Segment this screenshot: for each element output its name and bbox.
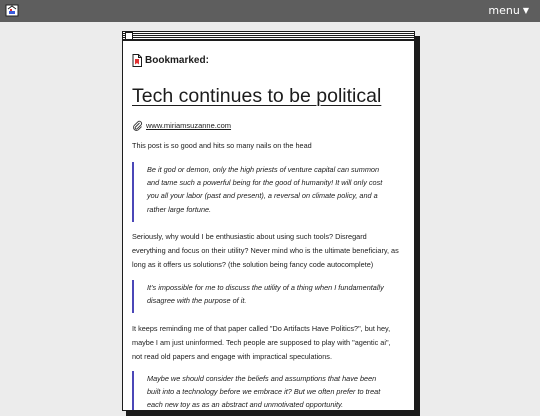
quote-line: rather large fortune. bbox=[147, 204, 212, 214]
quote-line: It’s impossible for me to discuss the utility of a thing when I fundamentally bbox=[147, 283, 384, 292]
menu-label: menu bbox=[488, 4, 520, 17]
quote-line: Be it god or demon, only the high priests of venture capital can summon bbox=[147, 165, 380, 174]
post-window bbox=[122, 31, 415, 411]
quote-line: built into a technology before we embrace it? But we often prefer to treat bbox=[147, 387, 381, 397]
paragraph-line: Seriously, why would I be enthusiastic about using such tools? Disregard bbox=[132, 232, 367, 241]
quote-line: and tame such a powerful being for the good of humanity! It will only cost bbox=[147, 178, 383, 188]
chevron-down-icon: ▼ bbox=[522, 6, 529, 15]
window-title-bar[interactable] bbox=[123, 32, 414, 41]
source-link-row bbox=[132, 119, 410, 131]
post-content bbox=[132, 52, 410, 411]
post-title-link[interactable]: Tech continues to be political bbox=[132, 85, 382, 107]
paragraph-2 bbox=[132, 230, 410, 272]
quote-line: disagree with the purpose of it. bbox=[147, 296, 247, 306]
bookmark-header bbox=[132, 52, 410, 68]
intro-paragraph: This post is so good and hits so many nails on the head bbox=[132, 141, 312, 150]
blockquote-3 bbox=[132, 371, 410, 411]
quote-line: you all your labor (past and present), a reversal on climate policy, and a bbox=[147, 191, 378, 201]
site-logo-icon[interactable] bbox=[5, 4, 19, 17]
bookmark-page-icon bbox=[132, 54, 142, 67]
paragraph-line: not read old papers and engage with impractical speculations. bbox=[132, 352, 332, 361]
paragraph-3 bbox=[132, 322, 410, 364]
blockquote-1 bbox=[132, 162, 410, 222]
blockquote-2 bbox=[132, 280, 410, 313]
window-close-button[interactable] bbox=[125, 32, 133, 40]
bookmark-label: Bookmarked: bbox=[145, 54, 209, 66]
quote-line: Maybe we should consider the beliefs and assumptions that have been bbox=[147, 374, 377, 383]
menu-button[interactable] bbox=[488, 4, 529, 18]
source-link[interactable]: www.miriamsuzanne.com bbox=[146, 120, 232, 130]
paragraph-line: long as it offers us solutions? (the solution being fancy code autocomplete) bbox=[132, 260, 374, 269]
top-bar bbox=[0, 0, 540, 22]
quote-line: each new toy as as an abstract and unmotivated opportunity. bbox=[147, 400, 344, 410]
paperclip-icon bbox=[132, 120, 143, 131]
paragraph-line: everything and focus on their utility? Never mind who is the ultimate beneficiary, as bbox=[132, 246, 399, 255]
paragraph-line: It keeps reminding me of that paper called "Do Artifacts Have Politics?", but hey, bbox=[132, 324, 391, 333]
paragraph-line: maybe I am just uninformed. Tech people are supposed to play with "agentic ai", bbox=[132, 338, 391, 347]
